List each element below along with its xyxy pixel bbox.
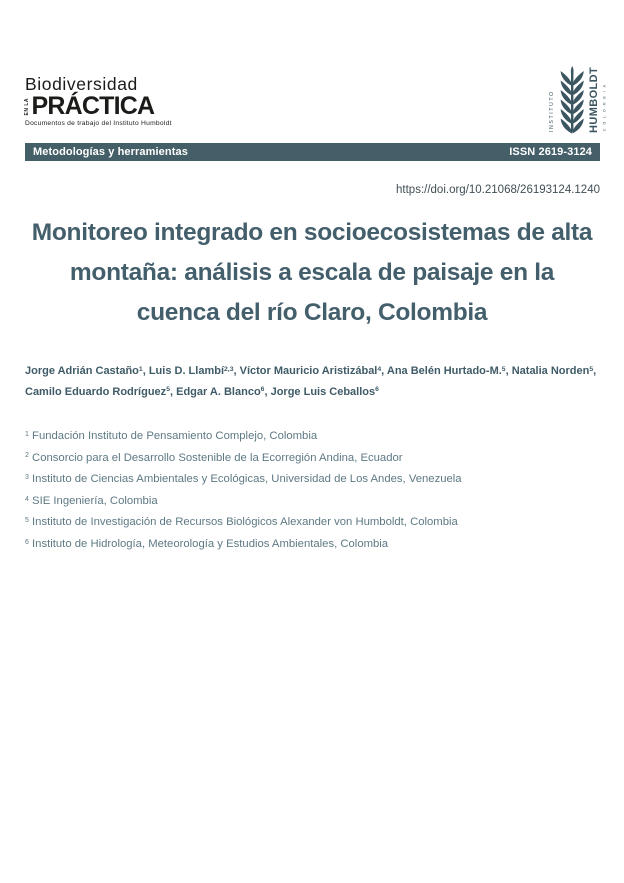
author-name: Camilo Eduardo Rodríguez bbox=[25, 385, 167, 398]
author-name: Jorge Adrián Castaño bbox=[25, 365, 139, 377]
author-name: Natalia Norden bbox=[511, 365, 590, 377]
humboldt-country-text: COLOMBIA bbox=[602, 81, 607, 131]
journal-name-prefix: EN LA bbox=[24, 98, 30, 116]
author-affiliation-superscript: 4 bbox=[377, 365, 382, 373]
affiliation-superscript: 2 bbox=[25, 452, 29, 460]
humboldt-left-text: INSTITUTO bbox=[549, 90, 555, 132]
humboldt-logo bbox=[546, 65, 608, 139]
affiliation-superscript: 1 bbox=[25, 430, 29, 438]
author-affiliation-superscript: 2,3 bbox=[224, 365, 234, 373]
article-title bbox=[0, 213, 624, 333]
doi-row bbox=[25, 180, 600, 198]
affiliation-superscript: 5 bbox=[25, 517, 29, 525]
journal-name-row bbox=[24, 91, 172, 120]
author-affiliation-superscript: 5 bbox=[589, 365, 594, 373]
affiliation-line: $^3$ Instituto de Ciencias Ambientales y Ecológicas, Universidad de Los Andes, Venezuela bbox=[25, 473, 462, 486]
author-line: Camilo Eduardo Rodríguez$^5$, Edgar A. Blanco$^6$, Jorge Luis Ceballos$^6$ bbox=[25, 385, 379, 398]
author-line: Jorge Adrián Castaño$^1$, Luis D. Llambí$^{2,3}$, Víctor Mauricio Aristizábal$^4$, Ana Belén Hurtado-M.$^5$, Natalia Norden$^5$, bbox=[25, 365, 597, 377]
journal-name-main: PRÁCTICA bbox=[31, 91, 155, 120]
author-list bbox=[25, 361, 615, 402]
humboldt-right-text: HUMBOLDT bbox=[588, 66, 600, 133]
affiliation-superscript: 3 bbox=[25, 474, 29, 482]
affiliation-line: $^4$ SIE Ingeniería, Colombia bbox=[25, 494, 158, 507]
author-name: Luis D. Llambí bbox=[148, 365, 225, 377]
title-line: cuenca del río Claro, Colombia bbox=[136, 299, 488, 326]
humboldt-plant-glyph bbox=[561, 66, 584, 134]
issn-label: ISSN 2619-3124 bbox=[509, 146, 592, 158]
author-affiliation-superscript: 6 bbox=[260, 386, 265, 394]
affiliation-line: $^1$ Fundación Instituto de Pensamiento Complejo, Colombia bbox=[25, 430, 318, 442]
title-line: montaña: análisis a escala de paisaje en la bbox=[69, 259, 555, 286]
author-name: Víctor Mauricio Aristizábal bbox=[239, 365, 378, 377]
author-name: Jorge Luis Ceballos bbox=[270, 385, 376, 398]
title-line: Monitoreo integrado en socioecosistemas de alta bbox=[31, 219, 593, 246]
author-name: Ana Belén Hurtado-M. bbox=[386, 365, 502, 377]
section-label: Metodologías y herramientas bbox=[33, 146, 188, 158]
author-affiliation-superscript: 5 bbox=[166, 386, 170, 394]
author-affiliation-superscript: 1 bbox=[138, 365, 143, 373]
author-name: Edgar A. Blanco bbox=[176, 385, 261, 398]
author-affiliation-superscript: 5 bbox=[501, 365, 506, 373]
wheat-plant-icon bbox=[546, 65, 608, 139]
affiliation-list bbox=[25, 426, 615, 556]
affiliation-superscript: 6 bbox=[25, 538, 29, 546]
affiliation-superscript: 4 bbox=[25, 495, 29, 503]
journal-subtitle: Documentos de trabajo del Instituto Humboldt bbox=[25, 119, 172, 127]
journal-name-top: Biodiversidad bbox=[25, 74, 138, 94]
doi-link[interactable]: https://doi.org/10.21068/26193124.1240 bbox=[396, 184, 600, 196]
affiliation-line: $^6$ Instituto de Hidrología, Meteorología y Estudios Ambientales, Colombia bbox=[25, 537, 389, 550]
section-banner bbox=[25, 143, 600, 161]
affiliation-line: $^2$ Consorcio para el Desarrollo Sostenible de la Ecorregión Andina, Ecuador bbox=[25, 451, 403, 464]
journal-logo bbox=[25, 76, 172, 127]
affiliation-line: $^5$ Instituto de Investigación de Recursos Biológicos Alexander von Humboldt, Colombia bbox=[25, 516, 458, 529]
author-affiliation-superscript: 6 bbox=[375, 386, 379, 394]
